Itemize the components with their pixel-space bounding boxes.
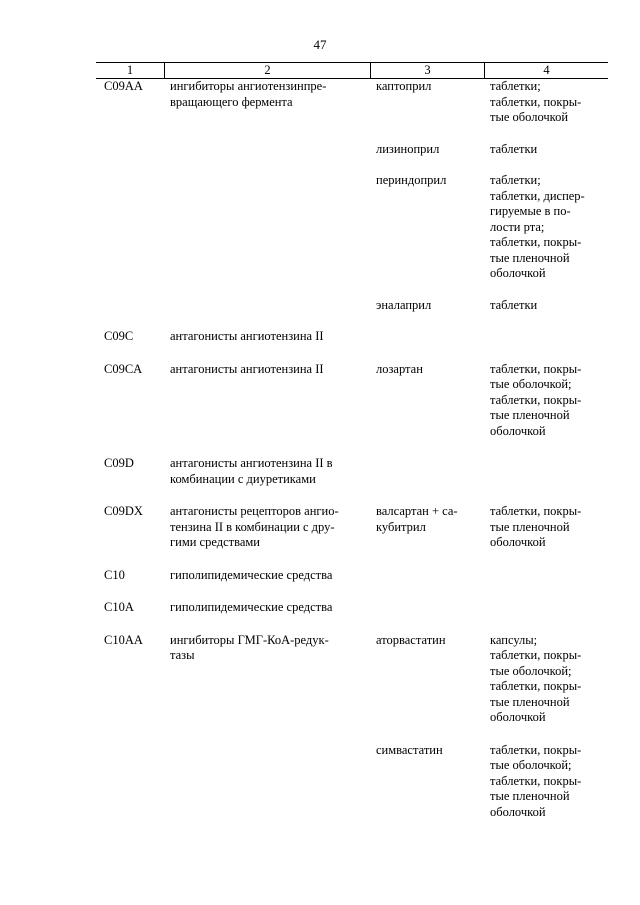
group-name-cell (164, 504, 370, 551)
drug-name-cell (370, 362, 484, 440)
dosage-form (490, 648, 602, 679)
group-name-cell (164, 362, 370, 440)
table-row (96, 142, 608, 158)
dosage-form-line: тые пленочной (490, 694, 570, 709)
drug-name-cell (370, 743, 484, 821)
row-gap (96, 551, 608, 568)
dosage-form-cell (484, 173, 608, 282)
row-gap (96, 487, 608, 504)
row-gap (96, 313, 608, 329)
dosage-form-line: таблетки, покры- (490, 773, 582, 788)
row-gap (96, 583, 608, 600)
group-name-cell (164, 743, 370, 821)
group-name-cell (164, 600, 370, 616)
drug-name-cell (370, 504, 484, 551)
dosage-form-line: таблетки, покры- (490, 392, 582, 407)
dosage-form-line: таблетки, покры- (490, 235, 582, 249)
dosage-form-line: таблетки, покры- (490, 94, 582, 109)
drug-name-cell (370, 568, 484, 584)
group-name-line: антагонисты ангиотензина II в (170, 456, 333, 470)
drug-name-cell (370, 600, 484, 616)
drug-name-cell (370, 329, 484, 345)
drug-name-line: кубитрил (376, 519, 426, 534)
dosage-form-line: тые пленочной (490, 250, 570, 265)
atc-code-cell (96, 298, 164, 314)
dosage-form-line: тые оболочкой; (490, 758, 572, 772)
dosage-form-line: таблетки, покры- (490, 361, 582, 376)
group-name-cell (164, 79, 370, 126)
dosage-form-line: тые оболочкой (490, 110, 569, 124)
atc-code-cell: C09DX (104, 504, 143, 518)
atc-code-cell (96, 173, 164, 282)
drug-name-cell (370, 456, 484, 487)
group-name-line: антагонисты ангиотензина II (170, 361, 324, 376)
dosage-form-line: таблетки, покры- (490, 679, 582, 693)
dosage-form-line: тые оболочкой; (490, 663, 572, 678)
atc-code-cell: C09AA (104, 79, 143, 93)
dosage-form-line: оболочкой (490, 710, 546, 724)
dosage-form (490, 298, 602, 314)
table-row (96, 568, 608, 584)
drug-name-cell (370, 298, 484, 314)
table-row (96, 173, 608, 282)
row-gap (96, 282, 608, 298)
dosage-form (490, 679, 602, 726)
dosage-form-line: таблетки, диспер- (490, 188, 585, 203)
dosage-form (490, 504, 602, 551)
dosage-form-line: оболочкой (490, 266, 546, 280)
row-gap (96, 726, 608, 743)
group-name-line: ингибиторы ГМГ-КоА-редук- (170, 632, 329, 647)
table-row (96, 600, 608, 616)
group-name-line: тензина II в комбинации с дру- (170, 519, 335, 534)
table-row (96, 743, 608, 821)
group-name-cell (164, 298, 370, 314)
drug-name-line: валсартан + са- (376, 504, 458, 518)
dosage-form-line: оболочкой (490, 423, 546, 438)
group-name-line: вращающего фермента (170, 94, 293, 109)
dosage-form (490, 95, 602, 126)
table-row (96, 329, 608, 345)
dosage-form (490, 189, 602, 236)
dosage-form-cell (484, 79, 608, 126)
column-header-4: 4 (484, 63, 608, 78)
dosage-form (490, 774, 602, 821)
dosage-form-line: таблетки; (490, 173, 541, 187)
dosage-form-line: таблетки; (490, 79, 541, 93)
dosage-form-line: капсулы; (490, 632, 538, 647)
drug-name-line: периндоприл (376, 173, 447, 187)
dosage-form (490, 235, 602, 282)
column-header-2: 2 (164, 63, 370, 78)
table-row (96, 504, 608, 551)
dosage-form-line: таблетки, покры- (490, 504, 582, 518)
group-name-line: гиполипидемические средства (170, 600, 333, 614)
table-row (96, 362, 608, 440)
atc-code-cell (96, 142, 164, 158)
table-row (96, 633, 608, 726)
group-name-cell (164, 633, 370, 726)
atc-code-cell (96, 743, 164, 821)
dosage-form-cell (484, 504, 608, 551)
group-name-line: антагонисты ангиотензина II (170, 329, 324, 343)
dosage-form-cell (484, 568, 608, 584)
table-header (96, 62, 608, 79)
dosage-form-line: таблетки, покры- (490, 742, 582, 757)
atc-code-cell: C10A (104, 600, 134, 614)
drug-name-line: аторвастатин (376, 632, 446, 647)
dosage-form-line: тые оболочкой; (490, 377, 572, 391)
dosage-form-cell (484, 600, 608, 616)
row-gap (96, 616, 608, 633)
dosage-form-cell (484, 743, 608, 821)
dosage-form (490, 142, 602, 158)
column-header-3: 3 (370, 63, 484, 78)
atc-code-cell: C09D (104, 456, 134, 470)
dosage-form-cell (484, 329, 608, 345)
dosage-form-cell (484, 633, 608, 726)
drug-table (96, 62, 608, 837)
dosage-form-cell (484, 298, 608, 314)
drug-name-cell (370, 142, 484, 158)
row-gap (96, 439, 608, 456)
drug-name-line: симвастатин (376, 742, 443, 757)
dosage-form-line: таблетки (490, 297, 538, 312)
dosage-form-line: тые пленочной (490, 519, 570, 534)
group-name-line: гиполипидемические средства (170, 567, 333, 582)
group-name-cell (164, 568, 370, 584)
dosage-form-line: таблетки, покры- (490, 648, 582, 662)
dosage-form-line: гируемые в по- (490, 204, 571, 218)
dosage-form-line: оболочкой (490, 535, 546, 549)
atc-code-cell: C09C (104, 329, 134, 343)
column-header-1: 1 (126, 63, 134, 77)
dosage-form (490, 173, 602, 189)
dosage-form-cell (484, 142, 608, 158)
page-number: 47 (313, 37, 327, 52)
atc-code-cell: C10AA (104, 632, 143, 647)
drug-name-line: каптоприл (376, 79, 432, 93)
row-gap (96, 345, 608, 362)
dosage-form (490, 393, 602, 440)
row-gap (96, 126, 608, 142)
row-gap (96, 820, 608, 837)
group-name-cell (164, 142, 370, 158)
dosage-form-cell (484, 456, 608, 487)
table-row (96, 79, 608, 126)
dosage-form-line: тые пленочной (490, 789, 570, 803)
table-row (96, 298, 608, 314)
dosage-form (490, 633, 602, 649)
drug-name-cell (370, 79, 484, 126)
table-row (96, 456, 608, 487)
dosage-form (490, 743, 602, 774)
group-name-cell (164, 173, 370, 282)
group-name-line: антагонисты рецепторов ангио- (170, 504, 339, 518)
dosage-form-line: таблетки (490, 141, 538, 156)
group-name-line: комбинации с диуретиками (170, 471, 316, 486)
dosage-form-cell (484, 362, 608, 440)
dosage-form-line: лости рта; (490, 219, 545, 234)
dosage-form-line: тые пленочной (490, 408, 570, 422)
drug-name-line: лизиноприл (376, 141, 440, 156)
group-name-line: ингибиторы ангиотензинпре- (170, 79, 327, 93)
row-gap (96, 157, 608, 173)
group-name-cell (164, 456, 370, 487)
drug-name-cell (370, 633, 484, 726)
group-name-cell (164, 329, 370, 345)
dosage-form (490, 362, 602, 393)
atc-code-cell: C09CA (104, 361, 143, 376)
atc-code-cell: C10 (104, 567, 125, 582)
group-name-line: тазы (170, 648, 195, 662)
table-body (96, 79, 608, 837)
dosage-form-line: оболочкой (490, 804, 546, 819)
dosage-form (490, 79, 602, 95)
drug-name-cell (370, 173, 484, 282)
drug-name-line: эналаприл (376, 297, 432, 312)
drug-name-line: лозартан (376, 361, 423, 376)
group-name-line: гими средствами (170, 535, 260, 549)
